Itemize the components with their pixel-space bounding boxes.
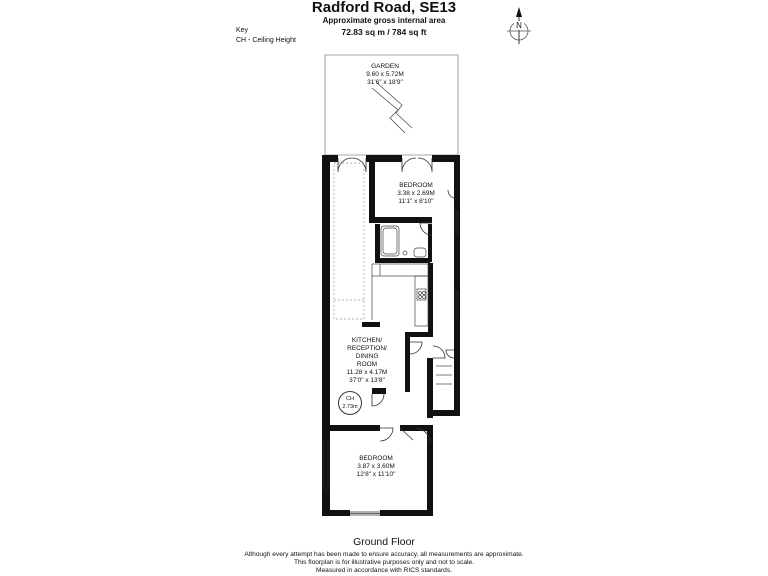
ceiling-height-label: CH bbox=[346, 396, 354, 402]
compass-letter: N bbox=[514, 21, 524, 30]
bedroom-rear-metric: 3.38 x 2.69M bbox=[397, 190, 435, 197]
room-label-garden bbox=[350, 63, 420, 87]
bedroom-front-imperial: 12'8" x 11'10" bbox=[356, 471, 396, 478]
garden-imperial: 31'6" x 18'9" bbox=[367, 79, 403, 86]
bedroom-front-name: BEDROOM bbox=[359, 455, 393, 462]
kitchen-name-1: KITCHEN/ bbox=[351, 337, 383, 344]
area-value: 72.83 sq m / 784 sq ft bbox=[341, 27, 427, 37]
bedroom-front-metric: 3.87 x 3.60M bbox=[357, 463, 395, 470]
floor-label: Ground Floor bbox=[353, 536, 415, 548]
page-title: Radford Road, SE13 bbox=[311, 0, 457, 16]
bedroom-rear-name: BEDROOM bbox=[399, 182, 433, 189]
kitchen-name-3: DINING bbox=[355, 353, 379, 360]
ceiling-height-badge bbox=[338, 391, 362, 415]
area-label: Approximate gross internal area bbox=[322, 16, 446, 25]
garden-name: GARDEN bbox=[371, 63, 399, 70]
key-heading: Key bbox=[236, 27, 249, 34]
room-label-bedroom-front bbox=[340, 455, 412, 479]
garden-metric: 9.60 x 5.72M bbox=[366, 71, 404, 78]
kitchen-imperial: 37'0" x 13'8" bbox=[349, 377, 385, 384]
kitchen-name-2: RECEPTION/ bbox=[347, 345, 387, 352]
ceiling-height-value: 2.73m bbox=[342, 404, 358, 410]
kitchen-name-4: ROOM bbox=[356, 361, 378, 368]
disclaimer-line-2: This floorplan is for illustrative purposes only and not to scale. bbox=[294, 559, 474, 566]
room-label-kitchen bbox=[334, 337, 400, 385]
kitchen-metric: 11.28 x 4.17M bbox=[346, 369, 388, 376]
room-label-bedroom-rear bbox=[380, 182, 452, 206]
bedroom-rear-imperial: 11'1" x 8'10" bbox=[398, 198, 434, 205]
disclaimer-line-3: Measured in accordance with RICS standards. bbox=[316, 567, 452, 574]
key-entry: CH - Ceiling Height bbox=[236, 37, 296, 44]
disclaimer-line-1: Although every attempt has been made to ensure accuracy, all measurements are approximate. bbox=[244, 551, 524, 558]
